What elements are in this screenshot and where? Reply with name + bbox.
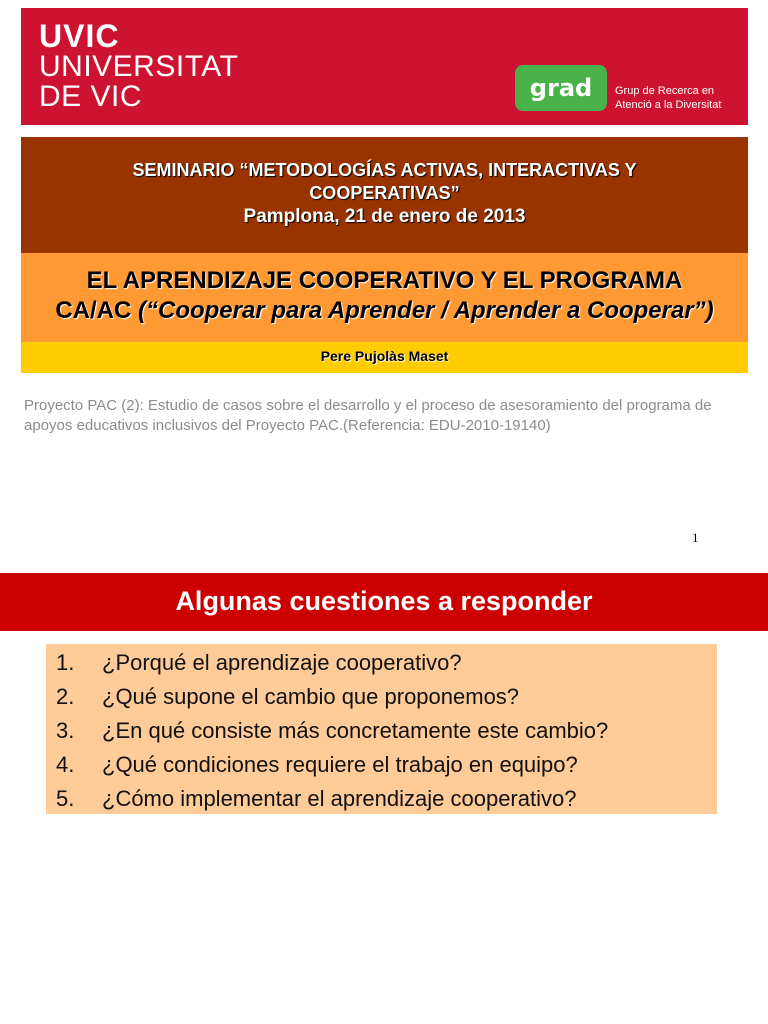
question-number: 1. bbox=[56, 650, 75, 675]
grad-caption bbox=[615, 84, 721, 112]
slide2-title: Algunas cuestiones a responder bbox=[0, 573, 768, 631]
question-number: 5. bbox=[56, 786, 75, 811]
seminar-title: SEMINARIO “METODOLOGÍAS ACTIVAS, INTERACTIVAS Y COOPERATIVAS” bbox=[132, 160, 637, 203]
logo-line-devic: DE VIC bbox=[39, 80, 143, 113]
list-item bbox=[46, 748, 717, 782]
list-item bbox=[46, 646, 717, 680]
list-item bbox=[46, 714, 717, 748]
uvic-logo bbox=[39, 20, 238, 112]
questions-box bbox=[46, 644, 717, 814]
question-number: 4. bbox=[56, 752, 75, 777]
logo-uvic-text: UVIC bbox=[39, 18, 120, 54]
question-number: 2. bbox=[56, 684, 75, 709]
grad-logo bbox=[515, 65, 607, 111]
question-text: ¿Porqué el aprendizaje cooperativo? bbox=[102, 650, 462, 675]
question-number: 3. bbox=[56, 718, 75, 743]
questions-list bbox=[46, 644, 717, 816]
author-band bbox=[21, 342, 748, 373]
grad-caption-line-2: Atenció a la Diversitat bbox=[615, 99, 722, 111]
seminar-band bbox=[21, 137, 748, 253]
question-text: ¿Qué supone el cambio que proponemos? bbox=[102, 684, 520, 709]
project-reference: Proyecto PAC (2): Estudio de casos sobre el desarrollo y el proceso de asesoramiento del programa de apoyos educativos inclusivos del Proyecto PAC.(Referencia: EDU-2010-19140) bbox=[24, 397, 712, 434]
seminar-date: Pamplona, 21 de enero de 2013 bbox=[243, 206, 526, 227]
main-title-prefix: CA/AC bbox=[55, 297, 138, 324]
question-text: ¿Qué condiciones requiere el trabajo en equipo? bbox=[102, 752, 578, 777]
list-item bbox=[46, 782, 717, 816]
grad-caption-line-1: Grup de Recerca en bbox=[615, 85, 715, 97]
list-item bbox=[46, 680, 717, 714]
header-banner bbox=[21, 8, 748, 125]
page-number: 1 bbox=[692, 530, 699, 545]
title-band bbox=[21, 253, 748, 342]
logo-line-universitat: UNIVERSITAT bbox=[39, 50, 239, 83]
main-title-subtitle: (“Cooperar para Aprender / Aprender a Cooperar”) bbox=[138, 297, 714, 324]
author-name: Pere Pujolàs Maset bbox=[320, 348, 449, 364]
question-text: ¿Cómo implementar el aprendizaje cooperativo? bbox=[102, 786, 577, 811]
grad-label: grad bbox=[529, 74, 593, 102]
main-title-line-2 bbox=[21, 296, 748, 326]
main-title-line-1: EL APRENDIZAJE COOPERATIVO Y EL PROGRAMA bbox=[86, 267, 683, 294]
question-text: ¿En qué consiste más concretamente este cambio? bbox=[102, 718, 609, 743]
